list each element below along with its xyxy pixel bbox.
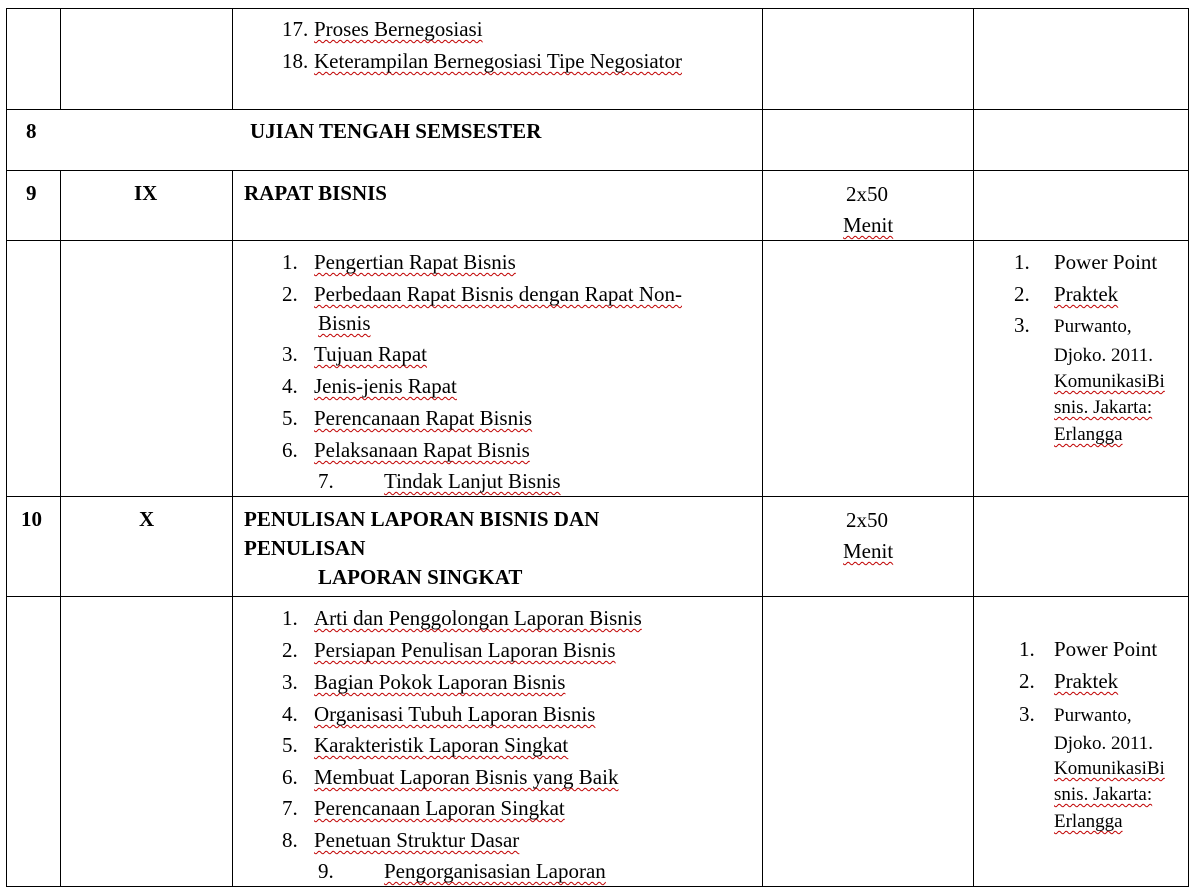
list-item-text: Pengertian Rapat Bisnis [314, 250, 516, 274]
topic-title: PENULISAN LAPORAN BISNIS DAN [244, 507, 600, 531]
list-item-number: 4. [282, 702, 298, 726]
list-item-number: 1. [282, 250, 298, 274]
column-divider [232, 8, 233, 110]
list-item-number: 5. [282, 406, 298, 430]
column-divider [6, 8, 7, 887]
row-number: 9 [26, 181, 37, 205]
media-text: Power Point [1054, 637, 1158, 661]
reference-line: Purwanto, [1054, 705, 1132, 726]
list-item-number: 2. [282, 282, 298, 306]
media-number: 2. [1014, 282, 1030, 306]
list-item-text: Pengorganisasian Laporan [384, 859, 606, 883]
meeting-roman-number: IX [134, 181, 158, 205]
list-item-text: Bagian Pokok Laporan Bisnis [314, 670, 566, 694]
row-divider [6, 496, 1189, 497]
list-item-number: 5. [282, 733, 298, 757]
list-item-text: Keterampilan Bernegosiasi Tipe Negosiator [314, 49, 683, 73]
media-text: Praktek [1054, 282, 1119, 306]
list-item-number: 9. [318, 859, 334, 883]
table-border-bottom [6, 886, 1189, 887]
column-divider [232, 170, 233, 887]
list-item-text: Karakteristik Laporan Singkat [314, 733, 569, 757]
list-item-number: 7. [282, 796, 298, 820]
reference-line: snis. Jakarta: [1054, 397, 1153, 418]
list-item-text: Pelaksanaan Rapat Bisnis [314, 438, 530, 462]
list-item-text: Tindak Lanjut Bisnis [384, 469, 561, 493]
list-item-text-continued: Bisnis [318, 311, 371, 335]
reference-line: Purwanto, [1054, 316, 1132, 337]
reference-line: snis. Jakarta: [1054, 784, 1153, 805]
list-item-number: 1. [282, 606, 298, 630]
list-item-number: 17. [282, 17, 309, 41]
reference-line: Erlangga [1054, 811, 1123, 832]
list-item-number: 3. [282, 670, 298, 694]
duration-unit: Menit [843, 213, 894, 237]
media-number: 3. [1014, 313, 1030, 337]
row-divider [6, 596, 1189, 597]
meeting-roman-number: X [139, 507, 155, 531]
list-item-number: 3. [282, 342, 298, 366]
list-item-number: 7. [318, 469, 334, 493]
media-number: 2. [1019, 669, 1035, 693]
media-text: Power Point [1054, 250, 1158, 274]
list-item-text: Arti dan Penggolongan Laporan Bisnis [314, 606, 642, 630]
column-divider [60, 8, 61, 110]
column-divider [973, 8, 974, 887]
list-item-text: Perencanaan Laporan Singkat [314, 796, 565, 820]
reference-line: KomunikasiBi [1054, 371, 1165, 392]
list-item-number: 4. [282, 374, 298, 398]
reference-line: Djoko. 2011. [1054, 733, 1154, 754]
column-divider [1188, 8, 1189, 887]
duration-value: 2x50 [846, 508, 888, 532]
media-number: 1. [1019, 637, 1035, 661]
list-item-text: Organisasi Tubuh Laporan Bisnis [314, 702, 596, 726]
list-item-text: Proses Bernegosiasi [314, 17, 483, 41]
row-divider [6, 109, 1189, 110]
media-number: 3. [1019, 702, 1035, 726]
list-item-text: Membuat Laporan Bisnis yang Baik [314, 765, 619, 789]
topic-title: RAPAT BISNIS [244, 181, 387, 205]
reference-line: Djoko. 2011. [1054, 345, 1154, 366]
topic-title: PENULISAN [244, 536, 366, 560]
table-border-top [6, 8, 1189, 9]
list-item-text: Perbedaan Rapat Bisnis dengan Rapat Non- [314, 282, 682, 306]
row-number: 8 [26, 119, 37, 143]
list-item-number: 2. [282, 638, 298, 662]
duration-value: 2x50 [846, 182, 888, 206]
list-item-number: 18. [282, 49, 309, 73]
topic-title: LAPORAN SINGKAT [318, 565, 523, 589]
reference-line: KomunikasiBi [1054, 758, 1165, 779]
list-item-text: Persiapan Penulisan Laporan Bisnis [314, 638, 616, 662]
column-divider [762, 8, 763, 887]
list-item-number: 6. [282, 438, 298, 462]
reference-line: Erlangga [1054, 424, 1123, 445]
exam-title: UJIAN TENGAH SEMSESTER [250, 119, 542, 143]
row-divider [6, 170, 1189, 171]
media-text: Praktek [1054, 669, 1119, 693]
list-item-text: Tujuan Rapat [314, 342, 427, 366]
list-item-text: Penetuan Struktur Dasar [314, 828, 520, 852]
column-divider [60, 170, 61, 887]
list-item-text: Perencanaan Rapat Bisnis [314, 406, 533, 430]
duration-unit: Menit [843, 539, 894, 563]
row-number: 10 [21, 507, 42, 531]
list-item-number: 6. [282, 765, 298, 789]
media-number: 1. [1014, 250, 1030, 274]
list-item-text: Jenis-jenis Rapat [314, 374, 457, 398]
list-item-number: 8. [282, 828, 298, 852]
row-divider [6, 240, 1189, 241]
